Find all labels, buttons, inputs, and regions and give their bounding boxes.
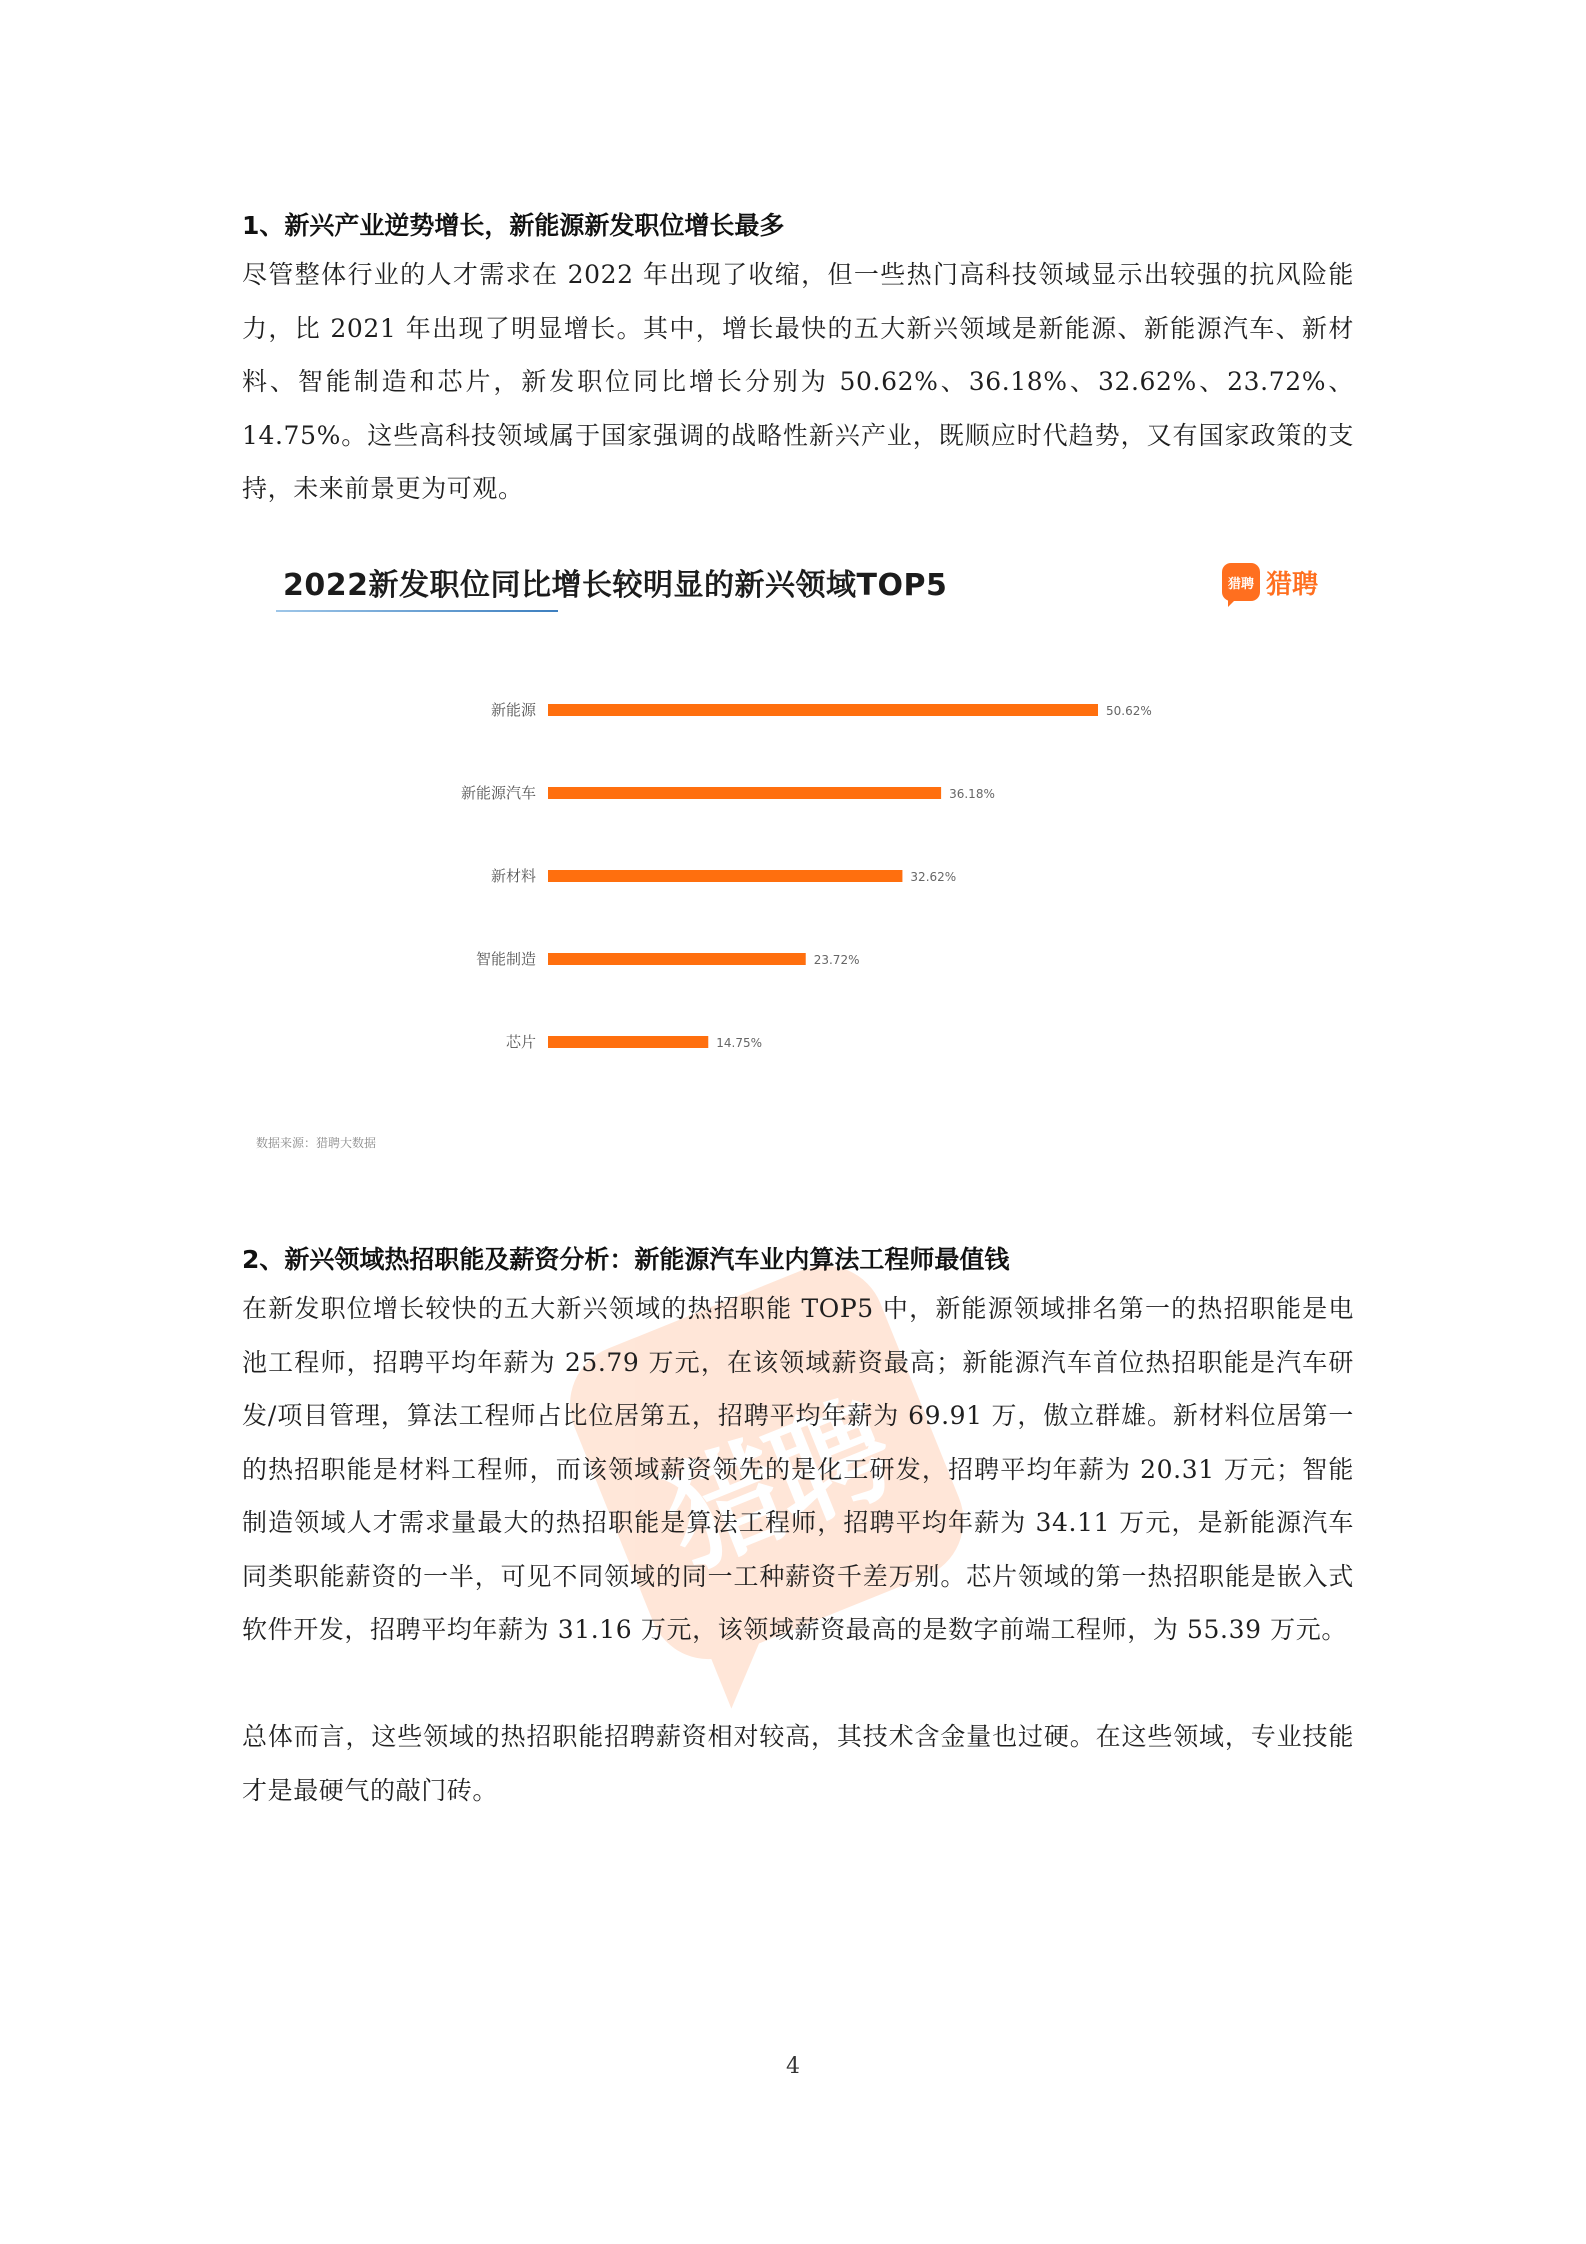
value-label: 50.62% [1106, 704, 1152, 718]
value-label: 36.18% [949, 787, 995, 801]
page-number: 4 [786, 2054, 800, 2079]
category-label: 芯片 [505, 1033, 536, 1051]
watermark-text: 猎聘 [646, 1379, 906, 1592]
value-label: 23.72% [813, 953, 860, 967]
category-label: 新能源汽车 [460, 784, 536, 802]
bar [548, 1036, 708, 1048]
category-label: 智能制造 [475, 950, 536, 968]
bar [548, 787, 941, 799]
section-1-paragraph: 尽管整体行业的人才需求在 2022 年出现了收缩，但一些热门高科技领域显示出较强的抗风险能力，比 2021 年出现了明显增长。其中，增长最快的五大新兴领域是新能源、新能源汽车、新材料、智能制造和芯片，新发职位同比增长分别为 50.62%、36.18%、32.62%、23.72%、14.75%。这些高科技领域属于国家强调的战略性新兴产业，既顺应时代趋势，又有国家政策的支持，未来前景更为可观。 [242, 260, 1354, 503]
category-label: 新能源 [490, 701, 536, 719]
value-label: 32.62% [910, 870, 957, 884]
liepin-logo-text: 猎聘 [1266, 569, 1319, 600]
bar [548, 870, 902, 882]
value-label: 14.75% [716, 1036, 763, 1050]
section-2-heading: 2、新兴领域热招职能及薪资分析：新能源汽车业内算法工程师最值钱 [242, 1245, 1010, 1274]
chart-title: 2022新发职位同比增长较明显的新兴领域TOP5 [283, 568, 948, 603]
liepin-logo-icon: 猎聘 [1222, 563, 1260, 601]
bar-chart [256, 548, 1356, 1168]
section-1-heading: 1、新兴产业逆势增长，新能源新发职位增长最多 [242, 211, 785, 240]
bar [548, 953, 806, 965]
section-2-paragraph-1: 在新发职位增长较快的五大新兴领域的热招职能 TOP5 中，新能源领域排名第一的热招职能是电池工程师，招聘平均年薪为 25.79 万元，在该领域薪资最高；新能源汽车首位热招职能是汽车研发/项目管理，算法工程师占比位居第五，招聘平均年薪为 69.91 万，傲立群雄。新材料位居第一的热招职能是材料工程师，而该领域薪资领先的是化工研发，招聘平均年薪为 20.31 万元；智能制造领域人才需求量最大的热招职能是算法工程师，招聘平均年薪为 34.11 万元，是新能源汽车同类职能薪资的一半，可见不同领域的同一工种薪资千差万别。芯片领域的第一热招职能是嵌入式软件开发，招聘平均年薪为 31.16 万元，该领域薪资最高的是数字前端工程师，为 55.39 万元。 [242, 1294, 1354, 1644]
bar [548, 704, 1098, 716]
chart-plot-area [256, 548, 1356, 1108]
category-label: 新材料 [490, 867, 536, 885]
section-2-paragraph-2: 总体而言，这些领域的热招职能招聘薪资相对较高，其技术含金量也过硬。在这些领域，专业技能才是最硬气的敲门砖。 [242, 1722, 1354, 1805]
chart-source: 数据来源：猎聘大数据 [256, 1136, 377, 1150]
